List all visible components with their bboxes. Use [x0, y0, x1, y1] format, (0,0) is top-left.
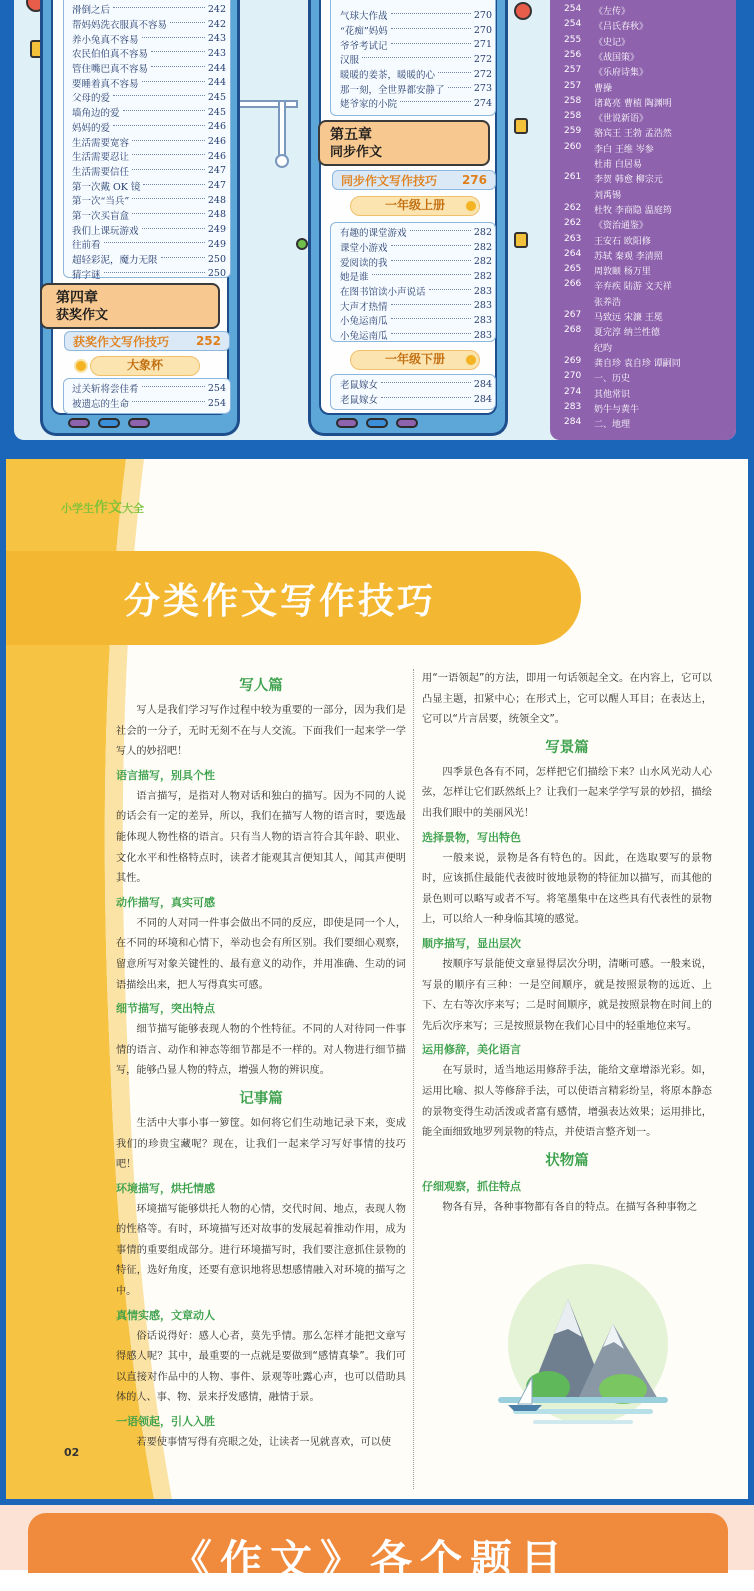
chapter-number: 第四章 — [56, 290, 98, 306]
entry-page: 254 — [564, 19, 582, 30]
cap-blue — [366, 418, 388, 428]
entry-page — [564, 188, 594, 201]
right-column — [422, 669, 712, 1218]
literature-entry[interactable] — [564, 35, 630, 48]
entry-title: 诸葛亮 曹植 陶渊明 — [594, 98, 672, 109]
pipe-horizontal — [238, 100, 298, 108]
paragraph: 四季景色各有不同，怎样把它们描绘下来？山水风光动人心弦，怎样让它们跃然纸上？让我们一起来学学写景的妙招，描绘出我们眼中的美丽风光！ — [422, 766, 712, 819]
paragraph: 物各有异，各种事物都有各自的特点。在描写各种事物之 — [442, 1201, 698, 1213]
literature-entry[interactable] — [564, 50, 639, 63]
pipe-vertical — [278, 100, 286, 158]
literature-entry[interactable] — [564, 234, 651, 247]
entry-title: 骆宾王 王勃 孟浩然 — [594, 129, 672, 140]
toc-entry[interactable]: 第一次买盲盒 248 — [72, 209, 226, 222]
entry-page: 262 — [564, 218, 582, 229]
toc-list-2b — [340, 225, 492, 343]
yellow-valve-right — [514, 118, 528, 134]
toc-list-2 — [340, 8, 492, 111]
entry-page: 263 — [564, 233, 582, 244]
entry-title: 《左传》 — [594, 7, 631, 17]
literature-entry[interactable] — [564, 325, 660, 338]
toc-entry[interactable]: 生活需要忍让 246 — [72, 150, 226, 164]
entry-page: 257 — [564, 80, 582, 91]
literature-entry[interactable] — [564, 157, 642, 170]
toc-entry[interactable]: 被遗忘的生命 254 — [72, 397, 226, 411]
entry-page: 266 — [564, 279, 582, 290]
entry-title: 一、历史 — [594, 374, 631, 385]
chapter-5-heading[interactable] — [318, 120, 490, 166]
ring-joint — [275, 154, 289, 168]
toc-entry[interactable]: 她是谁 282 — [340, 270, 492, 284]
toc-entry[interactable]: 超轻彩泥，魔力无限 250 — [72, 253, 226, 267]
entry-page: 258 — [564, 111, 582, 122]
toc-entry[interactable]: 滑倒之后 242 — [72, 3, 226, 17]
cap-purple-2 — [128, 418, 150, 428]
toc-entry[interactable]: 要睡着真不容易 244 — [72, 77, 226, 90]
entry-title: 夏完淳 纳兰性德 — [594, 328, 660, 339]
grade-pill-1: 一年级上册 — [350, 196, 480, 216]
literature-entry[interactable] — [564, 402, 639, 415]
entry-title: 李贺 韩愈 柳宗元 — [594, 175, 663, 186]
literature-entry[interactable] — [564, 142, 654, 155]
toc-entry[interactable]: 管住嘴巴真不容易 244 — [72, 62, 226, 76]
toc-entry[interactable]: 墙角边的爱 245 — [72, 106, 226, 120]
next-section-banner — [0, 1505, 754, 1585]
literature-entry[interactable] — [564, 249, 663, 262]
toc-entry[interactable]: 妈妈的爱 246 — [72, 121, 226, 134]
toc-entry[interactable]: 猜字谜 250 — [72, 268, 226, 281]
section-heading: 记事篇 — [239, 1090, 283, 1107]
yellow-dot — [464, 353, 478, 367]
banner-title: 《作文》各个题目 — [170, 1536, 571, 1585]
literature-entry[interactable] — [564, 188, 621, 201]
entry-title: 其他常识 — [594, 389, 631, 400]
paragraph: 生活中大事小事一箩筐。如何将它们生动地记录下来，变成我们的珍贵宝藏呢？现在，让我们一起来学习写好事情的技巧吧！ — [116, 1117, 406, 1171]
toc-section — [0, 0, 754, 453]
subheading: 动作描写，真实可感 — [116, 895, 215, 909]
page-number: 02 — [64, 1446, 80, 1459]
award-pill: 大象杯 — [90, 356, 200, 376]
entry-title: 张养浩 — [594, 297, 622, 308]
toc-entry[interactable]: 大声才热情 283 — [340, 300, 492, 313]
toc-list-1b — [72, 381, 226, 410]
chapter-4-tech-link[interactable]: 获奖作文写作技巧 252 — [64, 331, 230, 351]
toc-entry[interactable]: 生活需要信任 247 — [72, 165, 226, 178]
entry-title: 《世说新语》 — [594, 114, 649, 125]
subheading: 环境描写，烘托情感 — [116, 1181, 215, 1195]
paragraph: 环境描写能够烘托人物的心情，交代时间、地点，表现人物的性格等。有时，环境描写还对故事的发展起着推动作用，成为事情的重要组成部分。进行环境描写时，我们要注意抓住景物的特征，选好角度，还要有意识地将思想感情融入对环境的描写之中。 — [116, 1203, 406, 1298]
literature-entry[interactable] — [564, 356, 681, 369]
cap-purple-2 — [396, 418, 418, 428]
subheading: 选择景物，写出特色 — [422, 830, 521, 844]
subheading: 运用修辞，美化语言 — [422, 1043, 521, 1057]
entry-page: 267 — [564, 310, 582, 320]
paragraph: 若要使事情写得有亮眼之处，让读者一见就喜欢，可以使 — [136, 1437, 392, 1449]
toc-entry[interactable]: 暖暖的姜茶，暖暖的心 272 — [340, 68, 492, 82]
literature-entry[interactable] — [564, 111, 648, 124]
subheading: 顺序描写，显出层次 — [422, 936, 521, 950]
toc-entry[interactable]: 第一次戴 OK 镜 247 — [72, 180, 226, 193]
toc-entry[interactable]: 小兔运南瓜 283 — [340, 329, 492, 343]
toc-entry[interactable]: 生活需要宽容 246 — [72, 136, 226, 149]
entry-page: 283 — [564, 401, 582, 412]
paragraph: 在写景时，适当地运用修辞手法，能给文章增添光彩。如，运用比喻、拟人等修辞手法，可以使语言精彩纷呈，将原本静态的景物变得生动活泼或者富有感情，增强表达效果；运用排比，能全面细致地罗列景物的特点，并使语言整齐划一。 — [422, 1065, 712, 1139]
entry-title: 龚自珍 袁自珍 谭嗣同 — [594, 358, 681, 369]
paragraph: 写人是我们学习写作过程中较为重要的一部分，因为我们是社会的一分子，无时无刻不在与人交流。下面我们一起来学一学写人的妙招吧！ — [116, 705, 406, 758]
literature-entry[interactable] — [564, 279, 672, 292]
literature-entry[interactable] — [564, 387, 630, 400]
entry-page: 265 — [564, 264, 582, 275]
cap-purple — [68, 418, 90, 428]
toc-entry[interactable]: 农民伯伯真不容易 243 — [72, 47, 226, 61]
entry-title: 曹操 — [594, 83, 613, 94]
section-heading: 写人篇 — [239, 678, 283, 694]
entry-title: 李白 王维 岑参 — [594, 144, 654, 155]
yellow-dot — [464, 199, 478, 213]
subheading: 真情实感，文章动人 — [116, 1308, 215, 1322]
toc-entry[interactable]: 有趣的课堂游戏 282 — [340, 226, 492, 240]
entry-page: 259 — [564, 126, 582, 137]
chapter-subtitle: 获奖作文 — [56, 308, 109, 323]
entry-page — [564, 295, 594, 308]
entry-title: 周敦颐 杨万里 — [594, 267, 651, 278]
entry-page: 270 — [564, 371, 582, 382]
literature-entry[interactable] — [564, 19, 648, 32]
entry-page: 255 — [564, 34, 582, 45]
entry-title: 奶牛与黄牛 — [594, 404, 640, 415]
literature-entry[interactable] — [564, 81, 612, 94]
toc-entry[interactable]: 老鼠嫁女 284 — [340, 393, 492, 407]
section-heading: 写景篇 — [545, 739, 589, 756]
paragraph: 一般来说，景物是各有特色的。因此，在选取要写的景物时，应该抓住最能代表彼时彼地景物的特征加以描写，而其他的景色则可以略写或者不写。将笔墨集中在这些具有代表性的景物上，可以给人一种身临其境的感觉。 — [422, 852, 712, 926]
cap-purple — [336, 418, 358, 428]
paragraph: 不同的人对同一件事会做出不同的反应，即使是同一个人，在不同的环境和心情下，举动也会有所区别。我们要细心观察，留意所写对象关键性的、最有意义的动作，并用准确、生动的词语描绘出来，把人写得真实可感。 — [116, 917, 406, 991]
literature-entry[interactable] — [564, 417, 630, 430]
article-page — [6, 459, 748, 1499]
literature-entry[interactable] — [564, 295, 621, 308]
entry-title: 《史记》 — [594, 37, 631, 48]
subheading: 仔细观察，抓住特点 — [422, 1179, 521, 1193]
entry-page — [564, 157, 594, 170]
chapter-4-heading[interactable] — [40, 283, 220, 329]
column-divider — [413, 669, 414, 1489]
toc-entry[interactable]: 汉服 272 — [340, 53, 492, 67]
entry-page: 257 — [564, 65, 582, 76]
toc-entry[interactable]: 我们上课玩游戏 249 — [72, 224, 226, 237]
left-column — [116, 669, 406, 1454]
chapter-5-tech-link[interactable]: 同步作文写作技巧 276 — [332, 170, 496, 190]
entry-page: 256 — [564, 49, 582, 60]
section-heading: 状物篇 — [545, 1152, 589, 1169]
entry-page: 284 — [564, 417, 582, 428]
entry-title: 《资治通鉴》 — [594, 221, 649, 232]
entry-title: 《吕氏春秋》 — [594, 22, 649, 33]
literature-entry[interactable] — [564, 96, 672, 109]
entry-title: 辛弃疾 陆游 文天祥 — [594, 282, 672, 293]
literature-index — [550, 0, 736, 440]
entry-title: 《乐府诗集》 — [594, 68, 649, 79]
entry-page: 254 — [564, 4, 582, 14]
mountain-illustration — [458, 1249, 708, 1449]
literature-entry[interactable] — [564, 126, 672, 139]
literature-entry[interactable] — [564, 264, 651, 277]
entry-title: 纪昀 — [594, 343, 613, 354]
toc-entry[interactable]: 姥爷家的小院 274 — [340, 97, 492, 111]
toc-entry[interactable]: 父母的爱 245 — [72, 91, 226, 105]
chapter-number: 第五章 — [330, 127, 372, 143]
toc-entry[interactable]: 气球大作战 270 — [340, 9, 492, 23]
green-knob — [296, 238, 308, 250]
entry-title: 杜甫 白居易 — [594, 160, 642, 170]
entry-page: 260 — [564, 141, 582, 152]
entry-title: 马致远 宋濂 王冕 — [594, 313, 663, 323]
entry-page: 258 — [564, 95, 582, 106]
toc-entry[interactable]: 帮妈妈洗衣服真不容易 242 — [72, 18, 226, 32]
toc-entry[interactable]: 老鼠嫁女 284 — [340, 378, 492, 392]
paragraph: 细节描写能够表现人物的个性特征。不同的人对待同一件事情的语言、动作和神态等细节都是不一样的。对人物进行细节描写，能够凸显人物的特点，增强人物的辨识度。 — [116, 1024, 406, 1077]
literature-entry[interactable] — [564, 218, 648, 231]
literature-entry[interactable] — [564, 371, 630, 384]
red-knob-right — [514, 2, 532, 20]
entry-title: 《战国策》 — [594, 52, 640, 63]
paragraph: 语言描写，是指对人物对话和独白的描写。因为不同的人说的话会有一定的差异，所以，我们在描写人物的语言时，要选最能体现人物性格的语言。只有当人物的语言符合其年龄、职业、文化水平和性格特点时，读者才能观其言便知其人，闻其声便明其性。 — [116, 790, 406, 885]
toc-list-2c — [340, 377, 492, 406]
entry-page: 264 — [564, 248, 582, 259]
entry-page: 269 — [564, 355, 582, 366]
literature-entry[interactable] — [564, 341, 612, 354]
page-title: 分类作文写作技巧 — [124, 581, 437, 622]
toc-entry[interactable]: 在图书馆读小声说话 283 — [340, 285, 492, 299]
title-banner — [6, 551, 581, 645]
entry-title: 苏轼 秦观 李清照 — [594, 251, 663, 262]
brand-logo: 小学生作文大全 — [61, 500, 144, 516]
toc-entry[interactable]: 养小兔真不容易 243 — [72, 33, 226, 46]
paragraph: 用“一语领起”的方法，即用一句话领起全文。在内容上，它可以凸显主题，扣紧中心；在形式上，它可以醒人耳目；在表达上，它可以“片言居要，统领全文”。 — [422, 673, 712, 726]
toc-list-1 — [72, 2, 226, 281]
entry-title: 杜牧 李商隐 温庭筠 — [594, 205, 672, 216]
paragraph: 俗话说得好：感人心者，莫先乎情。那么怎样才能把文章写得感人呢？其中，最重要的一点就是要做到“感情真挚”。我们可以直接对作品中的人物、事件、景观等吐露心声，也可以借助具体的人、事、物、景来抒发感情，融情于景。 — [116, 1330, 406, 1404]
entry-page: 268 — [564, 325, 582, 336]
entry-title: 王安石 欧阳修 — [594, 236, 651, 247]
toc-entry[interactable]: 那一刻，全世界都安静了 273 — [340, 83, 492, 96]
yellow-valve-right-2 — [514, 232, 528, 248]
entry-title: 刘禹锡 — [594, 190, 622, 201]
article-section — [0, 453, 754, 1505]
subheading: 细节描写，突出特点 — [116, 1002, 215, 1016]
subheading: 一语领起，引人入胜 — [116, 1415, 215, 1429]
toc-entry[interactable]: “花痴”妈妈 270 — [340, 24, 492, 38]
toc-entry[interactable]: 爱阅读的我 282 — [340, 256, 492, 269]
literature-entry[interactable] — [564, 65, 648, 78]
literature-entry[interactable] — [564, 4, 630, 17]
yellow-dot — [74, 359, 88, 373]
paragraph: 按顺序写景能使文章显得层次分明，清晰可感。一般来说，写景的顺序有三种：一是空间顺序，就是按照景物的远近、上下、左右等次序来写；二是时间顺序，就是按照景物在时间上的先后次序来写；三是按照景物在我们心目中的轻重地位来写。 — [422, 958, 712, 1032]
literature-entry[interactable] — [564, 310, 663, 323]
toc-entry[interactable]: 爷爷考试记 271 — [340, 39, 492, 52]
cap-blue — [98, 418, 120, 428]
entry-page: 262 — [564, 202, 582, 213]
toc-entry[interactable]: 课堂小游戏 282 — [340, 241, 492, 255]
entry-page — [564, 341, 594, 354]
entry-page: 274 — [564, 386, 582, 397]
toc-entry[interactable]: 小兔运南瓜 283 — [340, 314, 492, 328]
literature-entry[interactable] — [564, 203, 672, 216]
grade-pill-2: 一年级下册 — [350, 350, 480, 370]
subheading: 语言描写，别具个性 — [116, 768, 215, 782]
entry-title: 二、地理 — [594, 420, 631, 431]
entry-page: 261 — [564, 172, 582, 183]
toc-entry[interactable]: 过关斩将尝佳肴 254 — [72, 382, 226, 396]
chapter-subtitle: 同步作文 — [330, 145, 383, 160]
literature-entry[interactable] — [564, 172, 663, 185]
toc-entry[interactable]: 第一次“当兵” 248 — [72, 194, 226, 208]
toc-entry[interactable]: 往前看 249 — [72, 238, 226, 252]
